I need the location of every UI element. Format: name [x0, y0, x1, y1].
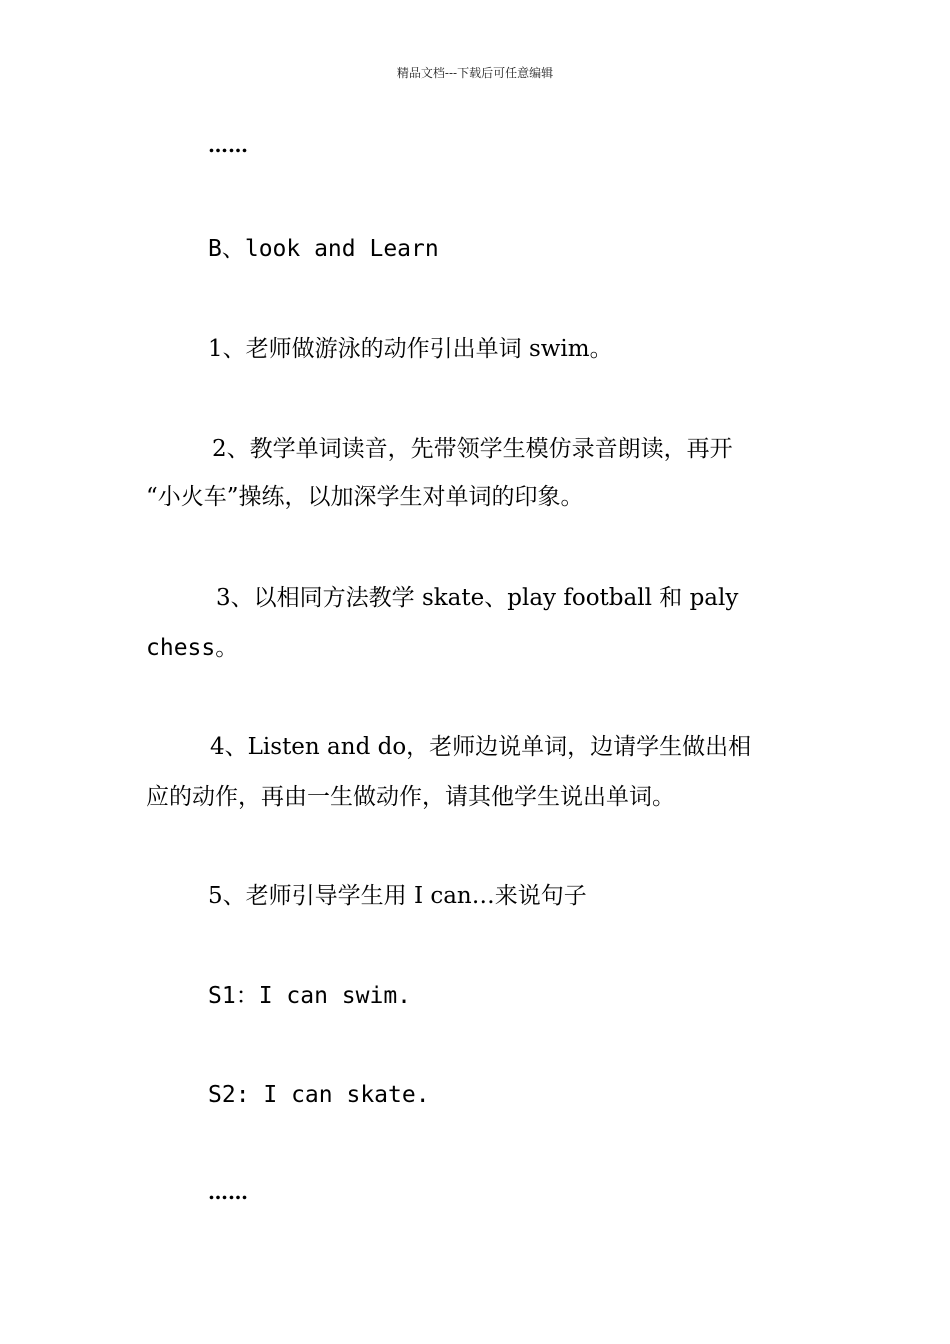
- ellipsis-bottom: ……: [208, 1180, 248, 1204]
- step-2-line-2: “小火车”操练，以加深学生对单词的印象。: [146, 484, 584, 510]
- dialogue-s1: S1：I can swim.: [208, 983, 412, 1009]
- step-2-line-1: 2、教学单词读音，先带领学生模仿录音朗读，再开: [212, 436, 733, 462]
- section-b-heading: B、look and Learn: [208, 236, 439, 262]
- step-4-line-2: 应的动作，再由一生做动作，请其他学生说出单词。: [146, 784, 675, 810]
- step-1: 1、老师做游泳的动作引出单词 swim。: [208, 336, 613, 362]
- step-4-line-1: 4、Listen and do，老师边说单词，边请学生做出相: [210, 734, 752, 760]
- page-header: 精品文档---下载后可任意编辑: [396, 66, 554, 80]
- step-3-line-1: 3、以相同方法教学 skate、play football 和 paly: [216, 585, 739, 611]
- step-3-line-2: chess。: [146, 635, 239, 661]
- step-5: 5、老师引导学生用 I can…来说句子: [208, 883, 587, 909]
- ellipsis-top: ……: [208, 133, 248, 157]
- dialogue-s2: S2: I can skate.: [208, 1082, 430, 1108]
